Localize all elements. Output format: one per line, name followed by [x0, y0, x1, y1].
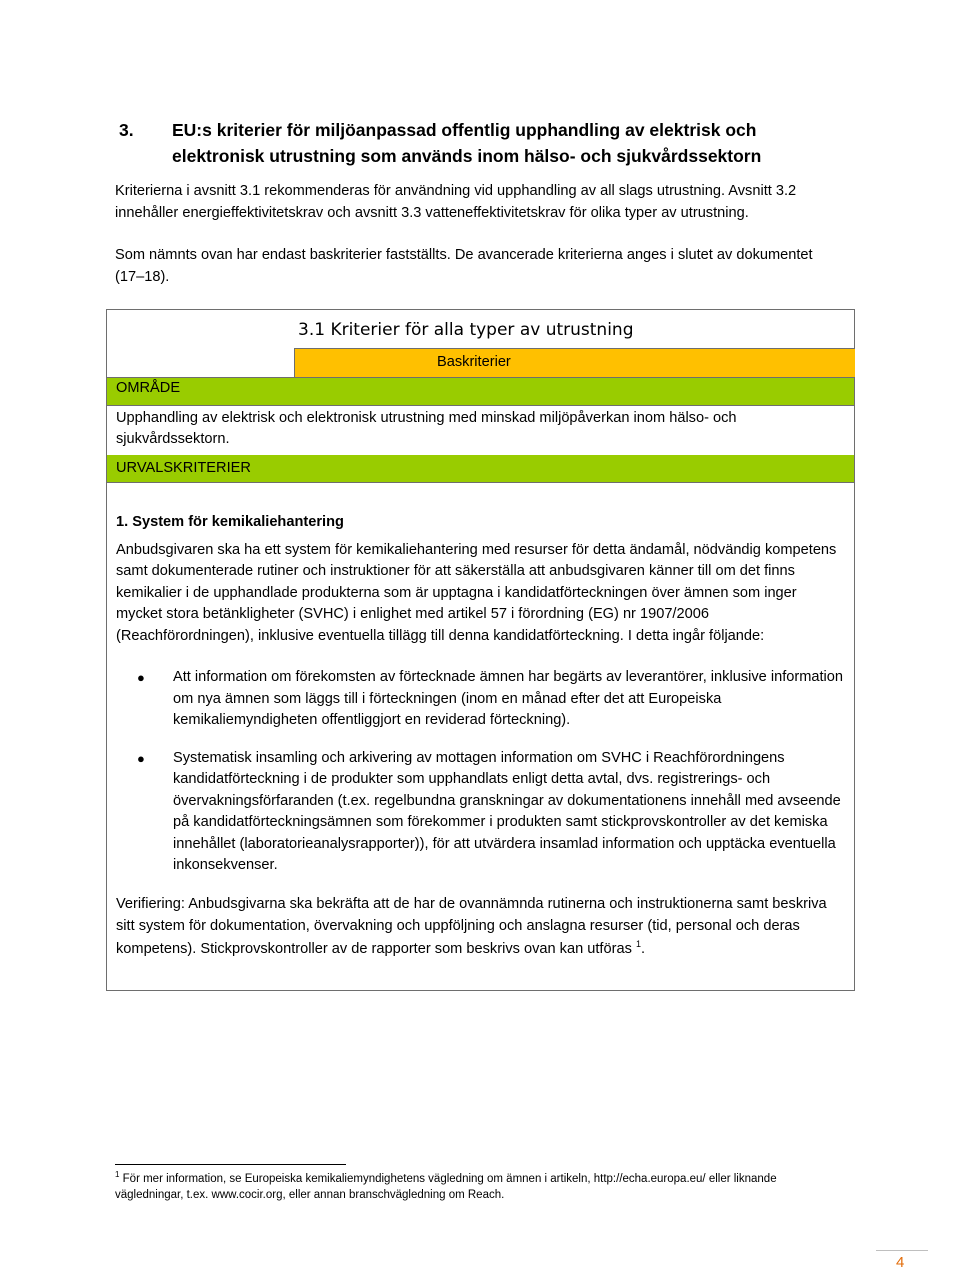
omrade-label: OMRÅDE [116, 380, 181, 396]
intro-paragraph-2: Som nämnts ovan har endast baskriterier fastställts. De avancerade kriterierna anges i slutet av dokumentet (17–18). [115, 247, 813, 285]
table-title-text: 3.1 Kriterier för alla typer av utrustning [298, 320, 634, 340]
section-heading [119, 117, 839, 169]
footnote [115, 1171, 835, 1203]
page-number: 4 [896, 1254, 905, 1271]
bullet-icon: ● [137, 670, 145, 685]
criterion-title: 1. System för kemikaliehantering [116, 514, 344, 530]
criteria-table [106, 309, 855, 991]
section-number: 3. [119, 120, 134, 140]
footnote-divider [115, 1164, 346, 1165]
intro-paragraph-1: Kriterierna i avsnitt 3.1 rekommenderas för användning vid upphandling av all slags utrustning. Avsnitt 3.2 innehåller energieffektivitetskrav och avsnitt 3.3 vatteneffektivitetskrav för olika typer av utrustning. [115, 183, 797, 221]
criterion-bullets [116, 667, 844, 877]
baskriterier-header [294, 348, 855, 377]
omrade-row [107, 377, 854, 406]
section-title: EU:s kriterier för miljöanpassad offentlig upphandling av elektrisk och elektronisk utrustning som används inom hälso- och sjukvårdssektorn [172, 120, 762, 166]
bullet-text: Systematisk insamling och arkivering av mottagen information om SVHC i Reachförordningens kandidatförteckning i de produkter som upphandlats enligt detta avtal, dvs. registrerings- och övervakningsförfaranden (t.ex. regelbundna granskningar av dokumentationens innehåll med avseende på kandidatförteckningsämnen som förekommer i produkten samt stickprovskontroller av det kemiska innehållet (laboratorieanalysrapporter)), för att utvärdera insamlad information och upptäcka eventuella inkonsekvenser. [173, 749, 841, 873]
verification-end: . [640, 940, 646, 957]
list-item [116, 748, 844, 877]
footnote-text: För mer information, se Europeiska kemikaliemyndighetens vägledning om ämnen i artikeln, http://echa.europa.eu/ eller liknande vägledningar, t.ex. www.cocir.org, eller annan branschvägledning om Reach. [115, 1173, 777, 1201]
page-number-divider [876, 1250, 928, 1251]
urvalskriterier-label: URVALSKRITERIER [116, 460, 251, 476]
criterion-body [116, 512, 844, 960]
table-title [107, 310, 854, 348]
urvalskriterier-row [107, 455, 854, 483]
verification-text: Verifiering: Anbudsgivarna ska bekräfta att de har de ovannämnda rutinerna och instruktionerna samt beskriva sitt system för dokumentation, övervakning och uppföljning och anslagna resurser (tid, personal och deras kompetens). Stickprovskontroller av de rapporter som beskrivs ovan kan utföras [116, 895, 827, 957]
footnote-reference[interactable]: 1 [635, 938, 641, 949]
bullet-text: Att information om förekomsten av förtecknade ämnen har begärts av leverantörer, inklusive information om nya ämnen som läggs till i förteckningen (inom en månad efter det att Europeiska kemikaliemyndigheten offentliggjort en reviderad förteckning). [173, 669, 844, 728]
list-item [116, 667, 844, 732]
criterion-intro: Anbudsgivaren ska ha ett system för kemikaliehantering med resurser för detta ändamål, nödvändig kompetens samt dokumenterade rutiner och instruktioner för att säkerställa att anbudsgivaren känner till om det finns kemikalier i de upphandlade produkterna som är upptagna i kandidatförteckningen över ämnen som inger mycket stora betänkligheter (SVHC) i enlighet med artikel 57 i förordning (EG) nr 1907/2006 (Reachförordningen), inklusive eventuella tillägg till denna kandidatförteckning. I detta ingår följande: [116, 541, 837, 644]
bullet-icon: ● [137, 750, 145, 766]
verification-paragraph [116, 893, 844, 961]
footnote-marker: 1 [115, 1170, 120, 1180]
baskriterier-label: Baskriterier [437, 354, 511, 370]
omrade-description: Upphandling av elektrisk och elektronisk utrustning med minskad miljöpåverkan inom hälso- och sjukvårdssektorn. [116, 410, 737, 447]
